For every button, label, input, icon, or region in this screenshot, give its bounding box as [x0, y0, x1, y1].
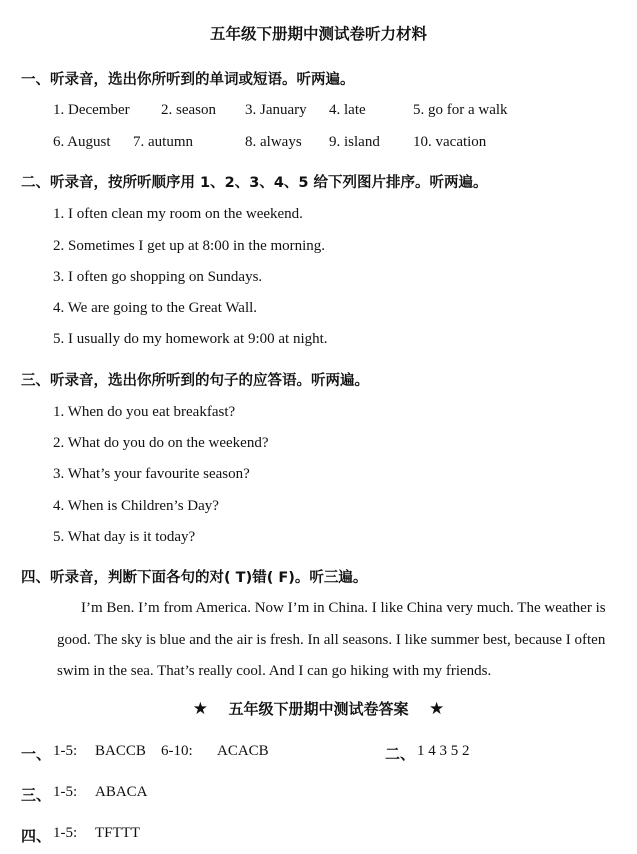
answer-4-label: 四、	[21, 827, 52, 845]
s3-item-3: 3. What’s your favourite season?	[53, 466, 250, 482]
s1-item-4: 4. late	[329, 102, 366, 118]
answer-1-range-a: 1-5:	[53, 743, 78, 759]
answer-1-value-b: ACACB	[217, 743, 269, 759]
s1-item-5: 5. go for a walk	[413, 102, 508, 118]
s2-item-3: 3. I often go shopping on Sundays.	[53, 269, 263, 285]
star-icon: ★	[428, 699, 445, 719]
answers-title	[0, 698, 637, 719]
s1-item-1: 1. December	[53, 102, 130, 118]
answer-1-label: 一、	[21, 745, 52, 763]
s1-item-3: 3. January	[245, 102, 307, 118]
s2-item-1: 1. I often clean my room on the weekend.	[53, 206, 303, 222]
s2-item-5: 5. I usually do my homework at 9:00 at night.	[53, 331, 328, 347]
answer-4-range: 1-5:	[53, 825, 78, 841]
answer-3-value: ABACA	[95, 784, 148, 800]
section-1-heading: 一、听录音，选出你所听到的单词或短语。听两遍。	[21, 72, 355, 88]
s3-item-1: 1. When do you eat breakfast?	[53, 404, 236, 420]
section-4-passage: I’m Ben. I’m from America. Now I’m in China. I like China very much. The weather is good. The sky is blue and the air is fresh. In all seasons. I like summer best, because I often swim in the sea. That’s really cool. And I can go hiking with my friends.	[57, 600, 606, 679]
section-4-heading: 四、听录音，判断下面各句的对( T)错( F)。听三遍。	[21, 570, 368, 586]
s1-item-7: 7. autumn	[133, 134, 193, 150]
s2-item-2: 2. Sometimes I get up at 8:00 in the morning.	[53, 238, 326, 254]
s3-item-5: 5. What day is it today?	[53, 529, 196, 545]
answer-1-range-b: 6-10:	[161, 743, 193, 759]
s1-item-2: 2. season	[161, 102, 216, 118]
s2-item-4: 4. We are going to the Great Wall.	[53, 300, 258, 316]
section-3-heading: 三、听录音，选出你所听到的句子的应答语。听两遍。	[21, 373, 369, 389]
answer-3-label: 三、	[21, 786, 52, 804]
s3-item-4: 4. When is Children’s Day?	[53, 498, 219, 514]
s1-item-6: 6. August	[53, 134, 111, 150]
answers-title-text: 五年级下册期中测试卷答案	[228, 700, 409, 718]
section-2-heading: 二、听录音，按所听顺序用 1、2、3、4、5 给下列图片排序。听两遍。	[21, 175, 488, 191]
answer-2-label: 二、	[385, 745, 416, 763]
s1-item-9: 9. island	[329, 134, 380, 150]
s3-item-2: 2. What do you do on the weekend?	[53, 435, 269, 451]
s1-item-10: 10. vacation	[413, 134, 487, 150]
star-icon: ★	[192, 699, 209, 719]
page-title: 五年级下册期中测试卷听力材料	[209, 25, 427, 43]
answer-3-range: 1-5:	[53, 784, 78, 800]
s1-item-8: 8. always	[245, 134, 302, 150]
answer-1-value-a: BACCB	[95, 743, 146, 759]
answer-2-value: 1 4 3 5 2	[417, 743, 470, 759]
answer-4-value: TFTTT	[95, 825, 140, 841]
